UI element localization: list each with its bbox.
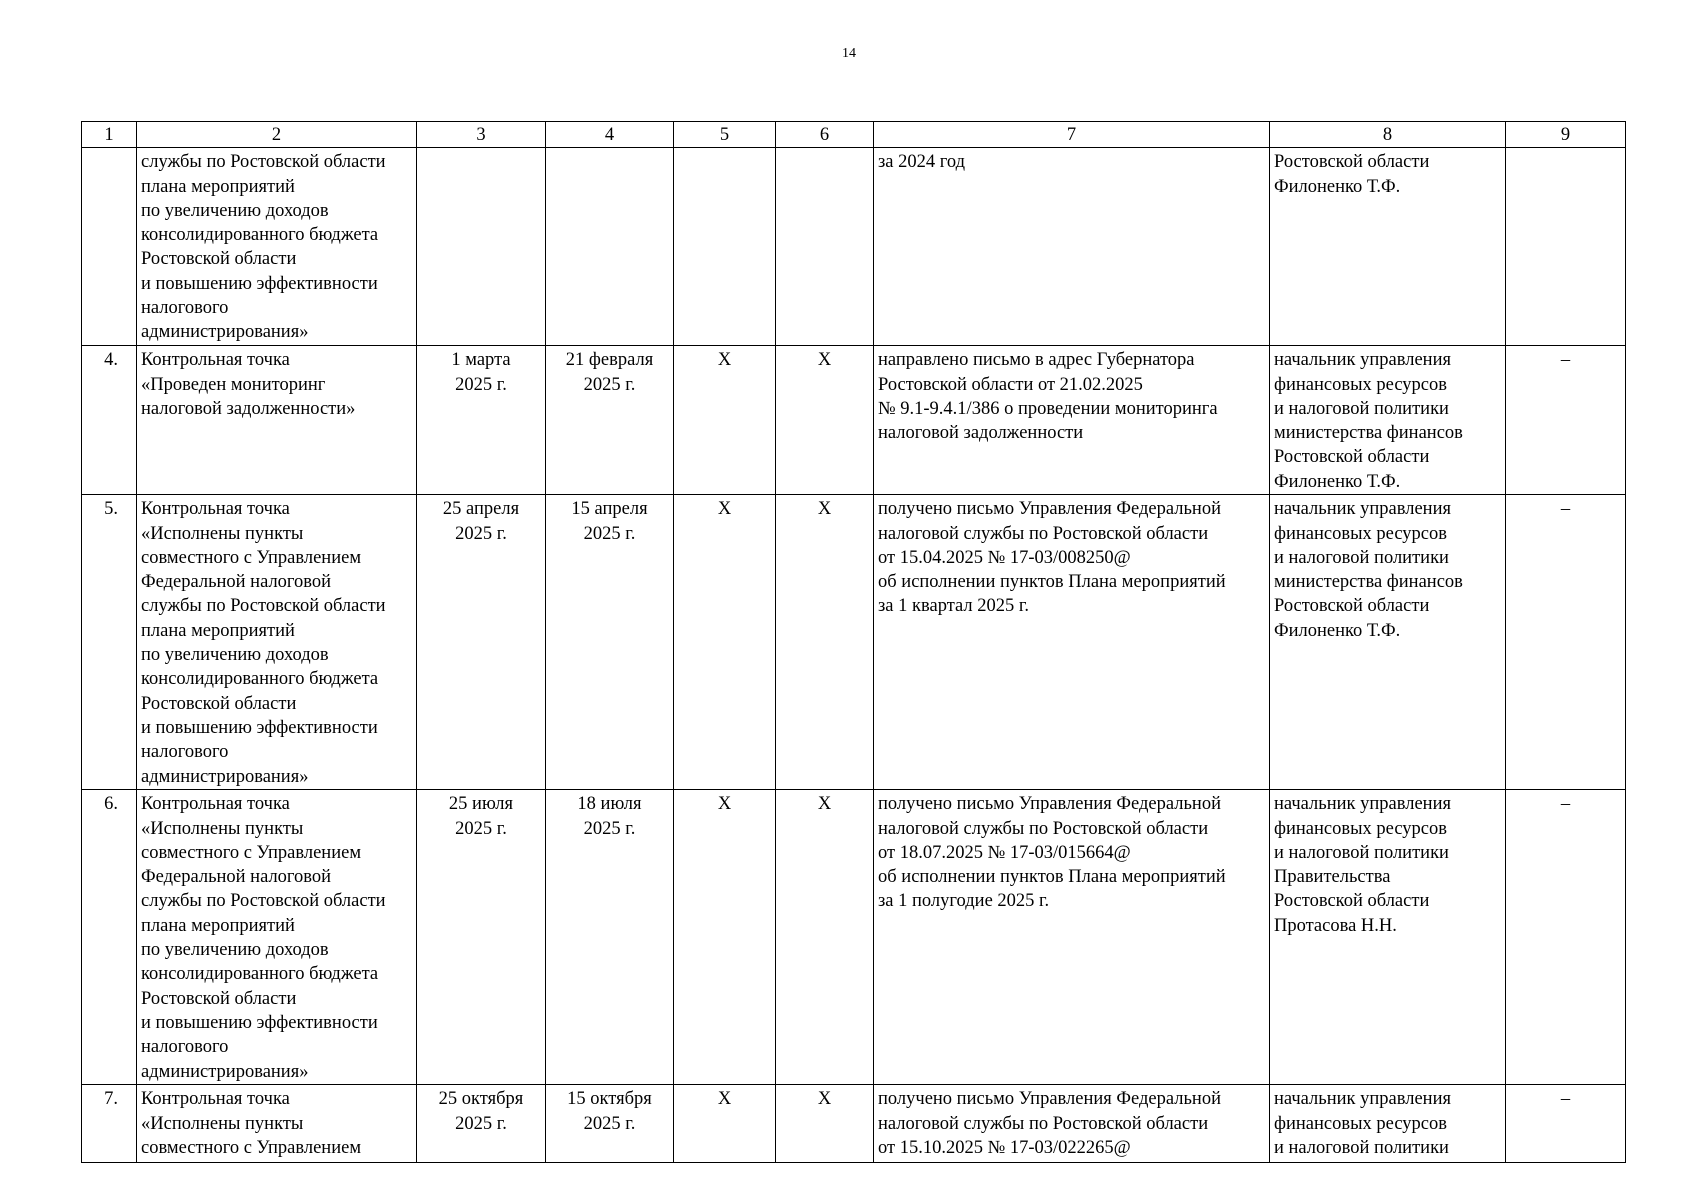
actual-date-cell: 21 февраля 2025 г. (546, 346, 674, 495)
column-9-cell (1506, 148, 1626, 346)
row-number-cell (82, 148, 137, 346)
column-6-cell: Х (776, 1085, 874, 1163)
plan-date-cell: 1 марта 2025 г. (417, 346, 546, 495)
page-number: 14 (842, 46, 856, 61)
row-number-cell: 4. (82, 346, 137, 495)
column-number: 2 (137, 122, 417, 148)
plan-date-cell (417, 148, 546, 346)
control-point-name-cell: Контрольная точка «Исполнены пункты совместного с Управлением Федеральной налоговой службы по Ростовской области плана мероприятий по увеличению доходов консолидированного бюджета Ростовской области и повышению эффективности налогового администрирования» (137, 790, 417, 1085)
column-number: 8 (1270, 122, 1506, 148)
column-5-cell: Х (674, 1085, 776, 1163)
actual-date-cell (546, 148, 674, 346)
table-row (82, 346, 1626, 495)
responsible-cell: начальник управления финансовых ресурсов и налоговой политики (1270, 1085, 1506, 1163)
column-5-cell: Х (674, 495, 776, 790)
actual-date-cell: 15 апреля 2025 г. (546, 495, 674, 790)
control-point-name-cell: Контрольная точка «Исполнены пункты совместного с Управлением Федеральной налоговой службы по Ростовской области плана мероприятий по увеличению доходов консолидированного бюджета Ростовской области и повышению эффективности налогового администрирования» (137, 495, 417, 790)
document-cell: направлено письмо в адрес Губернатора Ростовской области от 21.02.2025 № 9.1-9.4.1/386 о проведении мониторинга налоговой задолженности (874, 346, 1270, 495)
document-cell: получено письмо Управления Федеральной налоговой службы по Ростовской области от 18.07.2025 № 17-03/015664@ об исполнении пунктов Плана мероприятий за 1 полугодие 2025 г. (874, 790, 1270, 1085)
control-points-table (81, 121, 1626, 1163)
column-number: 1 (82, 122, 137, 148)
control-point-name-cell: Контрольная точка «Исполнены пункты совместного с Управлением (137, 1085, 417, 1163)
column-6-cell: Х (776, 790, 874, 1085)
actual-date-cell: 15 октября 2025 г. (546, 1085, 674, 1163)
responsible-cell: Ростовской области Филоненко Т.Ф. (1270, 148, 1506, 346)
document-cell: получено письмо Управления Федеральной налоговой службы по Ростовской области от 15.10.2025 № 17-03/022265@ (874, 1085, 1270, 1163)
control-point-name-cell: Контрольная точка «Проведен мониторинг налоговой задолженности» (137, 346, 417, 495)
column-9-cell: – (1506, 495, 1626, 790)
column-9-cell: – (1506, 1085, 1626, 1163)
table-row (82, 495, 1626, 790)
table-row (82, 790, 1626, 1085)
row-number-cell: 7. (82, 1085, 137, 1163)
column-5-cell: Х (674, 346, 776, 495)
column-9-cell: – (1506, 790, 1626, 1085)
plan-date-cell: 25 июля 2025 г. (417, 790, 546, 1085)
control-point-name-cell: службы по Ростовской области плана мероприятий по увеличению доходов консолидированного бюджета Ростовской области и повышению эффективности налогового администрирования» (137, 148, 417, 346)
actual-date-cell: 18 июля 2025 г. (546, 790, 674, 1085)
column-9-cell: – (1506, 346, 1626, 495)
plan-date-cell: 25 апреля 2025 г. (417, 495, 546, 790)
responsible-cell: начальник управления финансовых ресурсов и налоговой политики министерства финансов Ростовской области Филоненко Т.Ф. (1270, 346, 1506, 495)
column-6-cell: Х (776, 346, 874, 495)
responsible-cell: начальник управления финансовых ресурсов и налоговой политики министерства финансов Ростовской области Филоненко Т.Ф. (1270, 495, 1506, 790)
table-row (82, 1085, 1626, 1163)
column-6-cell (776, 148, 874, 346)
column-number-row (82, 122, 1626, 148)
table-row (82, 148, 1626, 346)
responsible-cell: начальник управления финансовых ресурсов и налоговой политики Правительства Ростовской области Протасова Н.Н. (1270, 790, 1506, 1085)
document-cell: за 2024 год (874, 148, 1270, 346)
column-number: 4 (546, 122, 674, 148)
row-number-cell: 6. (82, 790, 137, 1085)
column-number: 5 (674, 122, 776, 148)
document-cell: получено письмо Управления Федеральной налоговой службы по Ростовской области от 15.04.2025 № 17-03/008250@ об исполнении пунктов Плана мероприятий за 1 квартал 2025 г. (874, 495, 1270, 790)
column-number: 7 (874, 122, 1270, 148)
column-5-cell (674, 148, 776, 346)
column-5-cell: Х (674, 790, 776, 1085)
column-number: 9 (1506, 122, 1626, 148)
column-6-cell: Х (776, 495, 874, 790)
column-number: 3 (417, 122, 546, 148)
plan-date-cell: 25 октября 2025 г. (417, 1085, 546, 1163)
column-number: 6 (776, 122, 874, 148)
row-number-cell: 5. (82, 495, 137, 790)
